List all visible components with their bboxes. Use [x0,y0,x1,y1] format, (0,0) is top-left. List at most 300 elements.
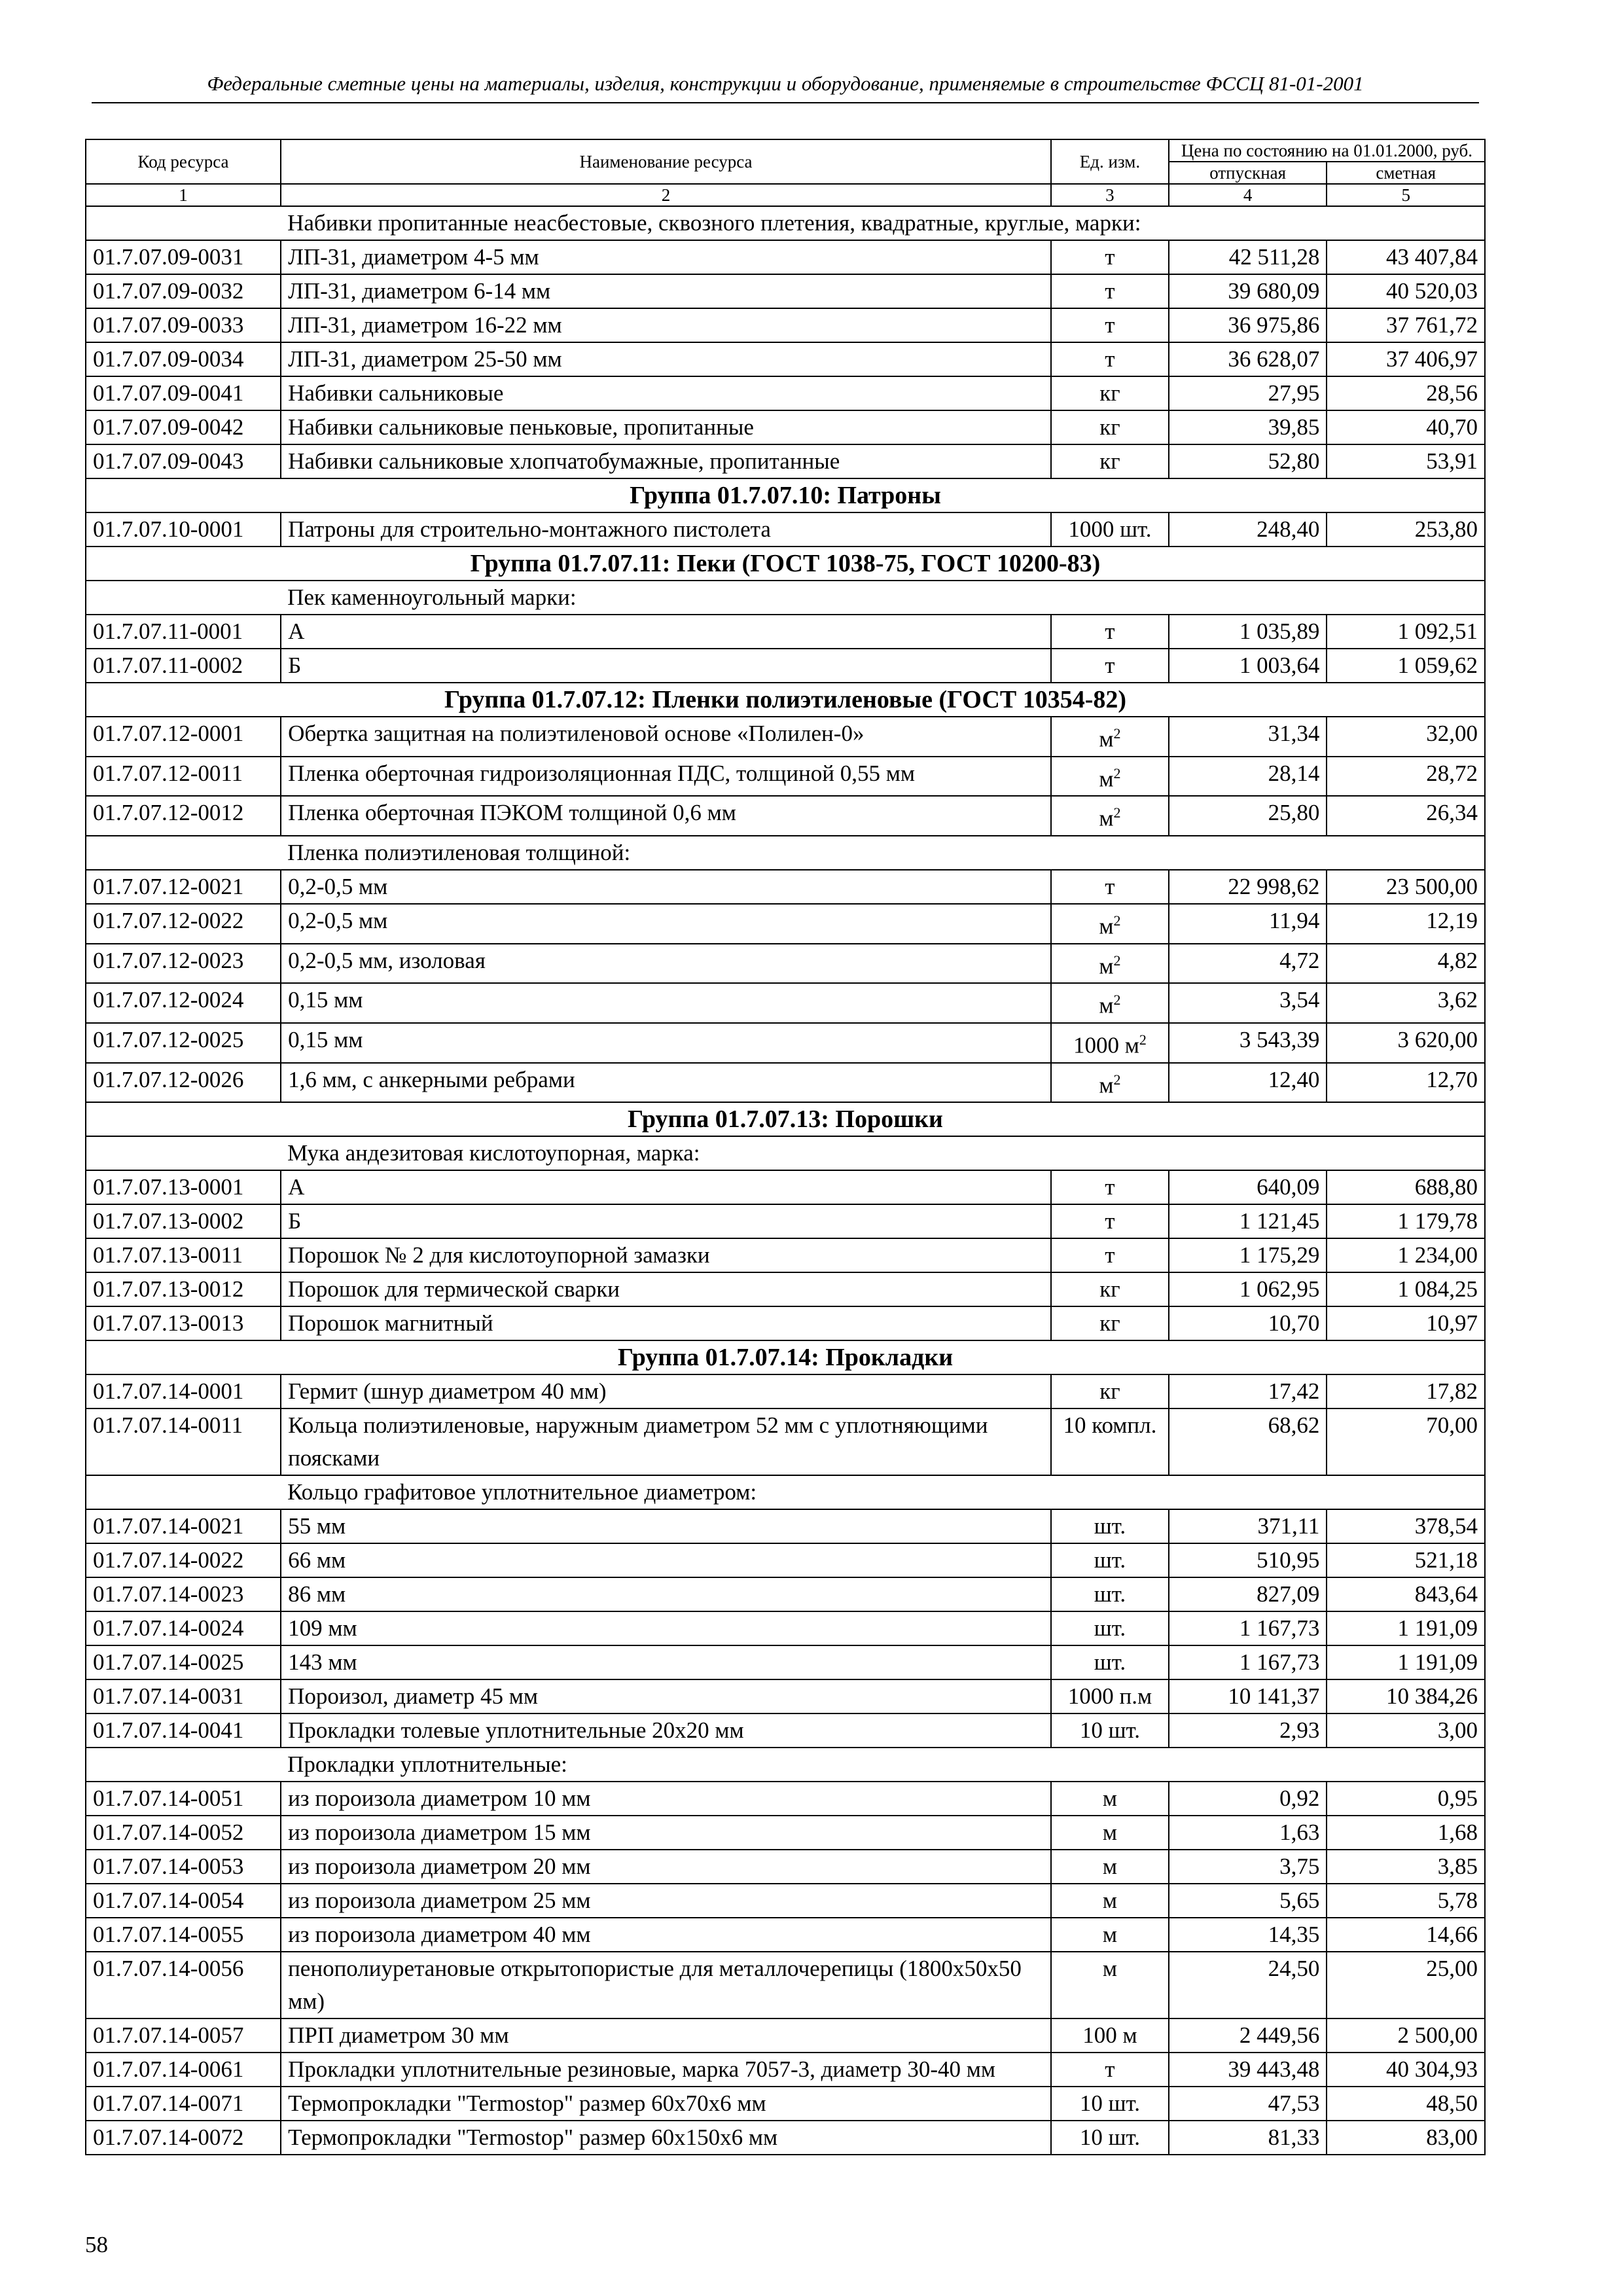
unit-text: 10 шт. [1079,2125,1140,2151]
resource-code: 01.7.07.09-0032 [86,274,281,308]
resource-code: 01.7.07.10-0001 [86,512,281,547]
unit-text: м [1102,1785,1117,1812]
unit-text: кг [1099,414,1120,440]
resource-name: Кольца полиэтиленовые, наружным диаметром 52 мм с уплотняющими поясками [281,1408,1051,1475]
table-row [86,1611,1485,1645]
estimate-price: 1 191,09 [1327,1645,1485,1679]
estimate-price: 5,78 [1327,1884,1485,1918]
resource-name: Порошок № 2 для кислотоупорной замазки [281,1238,1051,1272]
release-price: 39,85 [1169,410,1327,444]
estimate-price: 253,80 [1327,512,1485,547]
estimate-price: 3 620,00 [1327,1023,1485,1063]
unit-text: м [1102,1854,1117,1880]
estimate-price: 28,72 [1327,757,1485,797]
resource-code: 01.7.07.13-0012 [86,1272,281,1306]
resource-code: 01.7.07.12-0012 [86,796,281,836]
unit-text: шт. [1094,1649,1126,1676]
resource-name: из пороизола диаметром 10 мм [281,1782,1051,1816]
table-row [86,1679,1485,1713]
subheading-text: Пек каменноугольный марки: [281,581,1485,615]
resource-name: из пороизола диаметром 25 мм [281,1884,1051,1918]
unit-cell [1051,1645,1169,1679]
estimate-price: 521,18 [1327,1543,1485,1577]
group-heading: Группа 01.7.07.13: Порошки [86,1102,1485,1136]
unit-cell [1051,1577,1169,1611]
unit-text: кг [1099,1310,1120,1336]
resource-name: Термопрокладки "Termostop" размер 60х70х6 мм [281,2087,1051,2121]
unit-cell [1051,1816,1169,1850]
resource-name: 86 мм [281,1577,1051,1611]
unit-cell [1051,2053,1169,2087]
resource-name: 0,2-0,5 мм [281,904,1051,944]
resource-name: Обертка защитная на полиэтиленовой основе «Полилен-0» [281,717,1051,757]
unit-cell [1051,240,1169,274]
table-row [86,1884,1485,1918]
table-row [86,1952,1485,2018]
unit-text: т [1105,312,1115,338]
resource-name: Прокладки толевые уплотнительные 20х20 мм [281,1713,1051,1748]
release-price: 36 975,86 [1169,308,1327,342]
subheading-row [86,581,1485,615]
resource-code: 01.7.07.14-0051 [86,1782,281,1816]
table-row [86,1408,1485,1475]
table-row [86,1782,1485,1816]
release-price: 1 175,29 [1169,1238,1327,1272]
resource-code: 01.7.07.11-0002 [86,649,281,683]
unit-text: т [1105,1174,1115,1200]
resource-code: 01.7.07.14-0056 [86,1952,281,2018]
release-price: 0,92 [1169,1782,1327,1816]
unit-cell [1051,2121,1169,2155]
table-row [86,1816,1485,1850]
table-row [86,1170,1485,1204]
release-price: 1 121,45 [1169,1204,1327,1238]
estimate-price: 1,68 [1327,1816,1485,1850]
unit-text: т [1105,619,1115,644]
release-price: 1,63 [1169,1816,1327,1850]
resource-code: 01.7.07.09-0042 [86,410,281,444]
table-row [86,444,1485,478]
group-heading-row [86,547,1485,581]
group-heading: Группа 01.7.07.14: Прокладки [86,1340,1485,1374]
unit-text: т [1105,244,1115,270]
unit-cell [1051,1952,1169,2018]
unit-cell [1051,904,1169,944]
estimate-price: 43 407,84 [1327,240,1485,274]
table-row [86,796,1485,836]
resource-name: Порошок для термической сварки [281,1272,1051,1306]
release-price: 3 543,39 [1169,1023,1327,1063]
estimate-price: 1 179,78 [1327,1204,1485,1238]
resource-code: 01.7.07.14-0031 [86,1679,281,1713]
resource-code: 01.7.07.14-0023 [86,1577,281,1611]
table-row [86,1204,1485,1238]
estimate-price: 0,95 [1327,1782,1485,1816]
resource-code: 01.7.07.12-0021 [86,870,281,904]
estimate-price: 14,66 [1327,1918,1485,1952]
estimate-price: 17,82 [1327,1374,1485,1408]
resource-name: Пленка оберточная ПЭКОМ толщиной 0,6 мм [281,796,1051,836]
resource-name: Набивки сальниковые хлопчатобумажные, пропитанные [281,444,1051,478]
unit-text: 10 компл. [1063,1412,1157,1439]
estimate-price: 23 500,00 [1327,870,1485,904]
table-row [86,2121,1485,2155]
resource-name: Гермит (шнур диаметром 40 мм) [281,1374,1051,1408]
estimate-price: 3,00 [1327,1713,1485,1748]
resource-code: 01.7.07.09-0041 [86,376,281,410]
column-number: 4 [1169,184,1327,206]
release-price: 17,42 [1169,1374,1327,1408]
unit-text: м [1099,805,1114,831]
unit-text: м [1099,953,1114,979]
resource-code: 01.7.07.13-0013 [86,1306,281,1340]
unit-text: 1000 п.м [1067,1683,1152,1710]
release-price: 5,65 [1169,1884,1327,1918]
unit-cell [1051,342,1169,376]
unit-cell [1051,410,1169,444]
resource-code: 01.7.07.13-0001 [86,1170,281,1204]
resource-name: ЛП-31, диаметром 4-5 мм [281,240,1051,274]
release-price: 640,09 [1169,1170,1327,1204]
resource-name: 0,2-0,5 мм [281,870,1051,904]
table-row [86,870,1485,904]
unit-text: м [1102,1820,1117,1846]
unit-text: т [1105,1242,1115,1268]
release-price: 42 511,28 [1169,240,1327,274]
unit-text: кг [1099,1378,1120,1405]
unit-cell [1051,1850,1169,1884]
resource-code: 01.7.07.12-0026 [86,1063,281,1103]
table-row [86,2018,1485,2053]
unit-superscript: 2 [1139,1031,1147,1048]
resource-code: 01.7.07.14-0001 [86,1374,281,1408]
estimate-price: 28,56 [1327,376,1485,410]
unit-cell [1051,649,1169,683]
resource-name: Термопрокладки "Termostop" размер 60х150х6 мм [281,2121,1051,2155]
unit-text: м [1099,1072,1114,1098]
estimate-price: 40 304,93 [1327,2053,1485,2087]
unit-cell [1051,1679,1169,1713]
table-row [86,1713,1485,1748]
resource-name: Прокладки уплотнительные резиновые, марка 7057-3, диаметр 30-40 мм [281,2053,1051,2087]
unit-cell [1051,1713,1169,1748]
estimate-price: 1 059,62 [1327,649,1485,683]
empty-cell [86,206,281,240]
resource-name: 55 мм [281,1509,1051,1543]
unit-cell [1051,2087,1169,2121]
resource-name: Порошок магнитный [281,1306,1051,1340]
unit-text: м [1099,726,1114,752]
resource-name: Б [281,1204,1051,1238]
table-row [86,1645,1485,1679]
unit-cell [1051,870,1169,904]
release-price: 827,09 [1169,1577,1327,1611]
subheading-text: Кольцо графитовое уплотнительное диаметром: [281,1475,1485,1509]
estimate-price: 40,70 [1327,410,1485,444]
unit-cell [1051,1884,1169,1918]
estimate-price: 32,00 [1327,717,1485,757]
resource-code: 01.7.07.14-0072 [86,2121,281,2155]
release-price: 39 443,48 [1169,2053,1327,2087]
unit-text: кг [1099,380,1120,406]
subheading-row [86,1475,1485,1509]
unit-cell [1051,1543,1169,1577]
resource-code: 01.7.07.13-0011 [86,1238,281,1272]
page-number: 58 [85,2232,108,2257]
header-price: Цена по состоянию на 01.01.2000, руб. [1169,139,1485,162]
table-row [86,1023,1485,1063]
estimate-price: 37 406,97 [1327,342,1485,376]
resource-name: Пороизол, диаметр 45 мм [281,1679,1051,1713]
unit-text: м [1102,1922,1117,1948]
release-price: 28,14 [1169,757,1327,797]
table-row [86,1374,1485,1408]
table-row [86,342,1485,376]
unit-cell [1051,2018,1169,2053]
resource-code: 01.7.07.14-0061 [86,2053,281,2087]
table-row [86,649,1485,683]
unit-cell [1051,1611,1169,1645]
header-code: Код ресурса [86,139,281,184]
release-price: 11,94 [1169,904,1327,944]
resource-code: 01.7.07.14-0041 [86,1713,281,1748]
estimate-price: 48,50 [1327,2087,1485,2121]
table-row [86,1850,1485,1884]
estimate-price: 843,64 [1327,1577,1485,1611]
release-price: 12,40 [1169,1063,1327,1103]
resource-table [85,139,1486,2155]
estimate-price: 3,62 [1327,983,1485,1023]
resource-code: 01.7.07.14-0053 [86,1850,281,1884]
table-row [86,615,1485,649]
group-heading-row [86,1102,1485,1136]
estimate-price: 4,82 [1327,944,1485,984]
estimate-price: 378,54 [1327,1509,1485,1543]
empty-cell [86,1475,281,1509]
group-heading: Группа 01.7.07.10: Патроны [86,478,1485,512]
group-heading: Группа 01.7.07.11: Пеки (ГОСТ 1038-75, ГОСТ 10200-83) [86,547,1485,581]
release-price: 36 628,07 [1169,342,1327,376]
estimate-price: 1 191,09 [1327,1611,1485,1645]
unit-cell [1051,1023,1169,1063]
column-number: 2 [281,184,1051,206]
unit-cell [1051,1170,1169,1204]
resource-name: ПРП диаметром 30 мм [281,2018,1051,2053]
subheading-row [86,836,1485,870]
unit-text: т [1105,873,1115,899]
resource-code: 01.7.07.12-0022 [86,904,281,944]
unit-cell [1051,717,1169,757]
column-number: 5 [1327,184,1485,206]
resource-code: 01.7.07.14-0052 [86,1816,281,1850]
unit-cell [1051,983,1169,1023]
subheading-text: Пленка полиэтиленовая толщиной: [281,836,1485,870]
table-row [86,944,1485,984]
release-price: 510,95 [1169,1543,1327,1577]
resource-code: 01.7.07.14-0022 [86,1543,281,1577]
unit-cell [1051,615,1169,649]
unit-text: т [1105,653,1115,678]
unit-text: 10 шт. [1079,2090,1140,2117]
table-row [86,240,1485,274]
unit-text: т [1105,2056,1115,2083]
resource-name: пенополиуретановые открытопористые для металлочерепицы (1800х50х50 мм) [281,1952,1051,2018]
release-price: 27,95 [1169,376,1327,410]
empty-cell [86,836,281,870]
release-price: 31,34 [1169,717,1327,757]
resource-code: 01.7.07.12-0024 [86,983,281,1023]
unit-text: т [1105,1208,1115,1234]
unit-superscript: 2 [1113,804,1121,821]
empty-cell [86,581,281,615]
group-heading-row [86,683,1485,717]
subheading-row [86,1136,1485,1170]
resource-name: Набивки сальниковые [281,376,1051,410]
resource-name: Набивки сальниковые пеньковые, пропитанные [281,410,1051,444]
resource-code: 01.7.07.11-0001 [86,615,281,649]
resource-name: 66 мм [281,1543,1051,1577]
resource-code: 01.7.07.09-0033 [86,308,281,342]
estimate-price: 12,19 [1327,904,1485,944]
table-row [86,1577,1485,1611]
unit-text: 100 м [1082,2022,1137,2049]
resource-code: 01.7.07.12-0001 [86,717,281,757]
estimate-price: 1 092,51 [1327,615,1485,649]
unit-text: м [1102,1888,1117,1914]
resource-code: 01.7.07.14-0055 [86,1918,281,1952]
unit-cell [1051,444,1169,478]
resource-name: 0,2-0,5 мм, изоловая [281,944,1051,984]
estimate-price: 70,00 [1327,1408,1485,1475]
resource-name: 0,15 мм [281,1023,1051,1063]
release-price: 1 167,73 [1169,1611,1327,1645]
subheading-row [86,1748,1485,1782]
table-row [86,1306,1485,1340]
table-row [86,2087,1485,2121]
unit-text: шт. [1094,1615,1126,1641]
unit-text: т [1105,278,1115,304]
empty-cell [86,1136,281,1170]
estimate-price: 10 384,26 [1327,1679,1485,1713]
resource-name: ЛП-31, диаметром 6-14 мм [281,274,1051,308]
unit-cell [1051,1272,1169,1306]
release-price: 25,80 [1169,796,1327,836]
resource-code: 01.7.07.12-0025 [86,1023,281,1063]
estimate-price: 26,34 [1327,796,1485,836]
table-row [86,757,1485,797]
unit-text: т [1105,346,1115,372]
unit-text: кг [1099,448,1120,474]
table-row [86,410,1485,444]
resource-name: из пороизола диаметром 40 мм [281,1918,1051,1952]
release-price: 4,72 [1169,944,1327,984]
estimate-price: 3,85 [1327,1850,1485,1884]
unit-text: м [1099,913,1114,939]
unit-superscript: 2 [1113,952,1121,969]
estimate-price: 688,80 [1327,1170,1485,1204]
release-price: 10 141,37 [1169,1679,1327,1713]
release-price: 22 998,62 [1169,870,1327,904]
release-price: 10,70 [1169,1306,1327,1340]
unit-cell [1051,944,1169,984]
unit-cell [1051,1063,1169,1103]
resource-code: 01.7.07.09-0034 [86,342,281,376]
unit-cell [1051,308,1169,342]
column-number: 3 [1051,184,1169,206]
table-row [86,2053,1485,2087]
unit-text: шт. [1094,1513,1126,1539]
unit-cell [1051,1204,1169,1238]
resource-code: 01.7.07.14-0021 [86,1509,281,1543]
subheading-text: Мука андезитовая кислотоупорная, марка: [281,1136,1485,1170]
unit-cell [1051,274,1169,308]
unit-superscript: 2 [1113,912,1121,929]
unit-cell [1051,796,1169,836]
unit-superscript: 2 [1113,725,1121,742]
unit-cell [1051,1782,1169,1816]
column-number: 1 [86,184,281,206]
unit-superscript: 2 [1113,992,1121,1009]
table-row [86,1918,1485,1952]
resource-name: ЛП-31, диаметром 16-22 мм [281,308,1051,342]
release-price: 1 003,64 [1169,649,1327,683]
table-row [86,512,1485,547]
resource-name: Б [281,649,1051,683]
page-header: Федеральные сметные цены на материалы, изделия, конструкции и оборудование, применяемые в строительстве ФССЦ 81-01-2001 [92,72,1479,103]
resource-name: 0,15 мм [281,983,1051,1023]
table-row [86,1543,1485,1577]
subheading-row [86,206,1485,240]
unit-cell [1051,1509,1169,1543]
unit-text: м [1099,992,1114,1018]
estimate-price: 37 761,72 [1327,308,1485,342]
resource-name: 109 мм [281,1611,1051,1645]
estimate-price: 2 500,00 [1327,2018,1485,2053]
unit-cell [1051,376,1169,410]
release-price: 81,33 [1169,2121,1327,2155]
resource-code: 01.7.07.12-0011 [86,757,281,797]
resource-name: 143 мм [281,1645,1051,1679]
unit-superscript: 2 [1113,1071,1121,1088]
unit-cell [1051,1918,1169,1952]
unit-cell [1051,1306,1169,1340]
resource-code: 01.7.07.14-0025 [86,1645,281,1679]
release-price: 1 167,73 [1169,1645,1327,1679]
unit-text: м [1099,766,1114,792]
estimate-price: 53,91 [1327,444,1485,478]
estimate-price: 1 234,00 [1327,1238,1485,1272]
unit-text: шт. [1094,1581,1126,1607]
table-body [86,206,1485,2155]
release-price: 52,80 [1169,444,1327,478]
resource-name: А [281,1170,1051,1204]
resource-name: ЛП-31, диаметром 25-50 мм [281,342,1051,376]
resource-code: 01.7.07.12-0023 [86,944,281,984]
estimate-price: 25,00 [1327,1952,1485,2018]
table-row [86,983,1485,1023]
estimate-price: 12,70 [1327,1063,1485,1103]
resource-code: 01.7.07.14-0054 [86,1884,281,1918]
resource-name: 1,6 мм, с анкерными ребрами [281,1063,1051,1103]
table-row [86,904,1485,944]
estimate-price: 40 520,03 [1327,274,1485,308]
release-price: 39 680,09 [1169,274,1327,308]
table-row [86,1063,1485,1103]
release-price: 248,40 [1169,512,1327,547]
release-price: 14,35 [1169,1918,1327,1952]
resource-code: 01.7.07.09-0031 [86,240,281,274]
table-row [86,274,1485,308]
